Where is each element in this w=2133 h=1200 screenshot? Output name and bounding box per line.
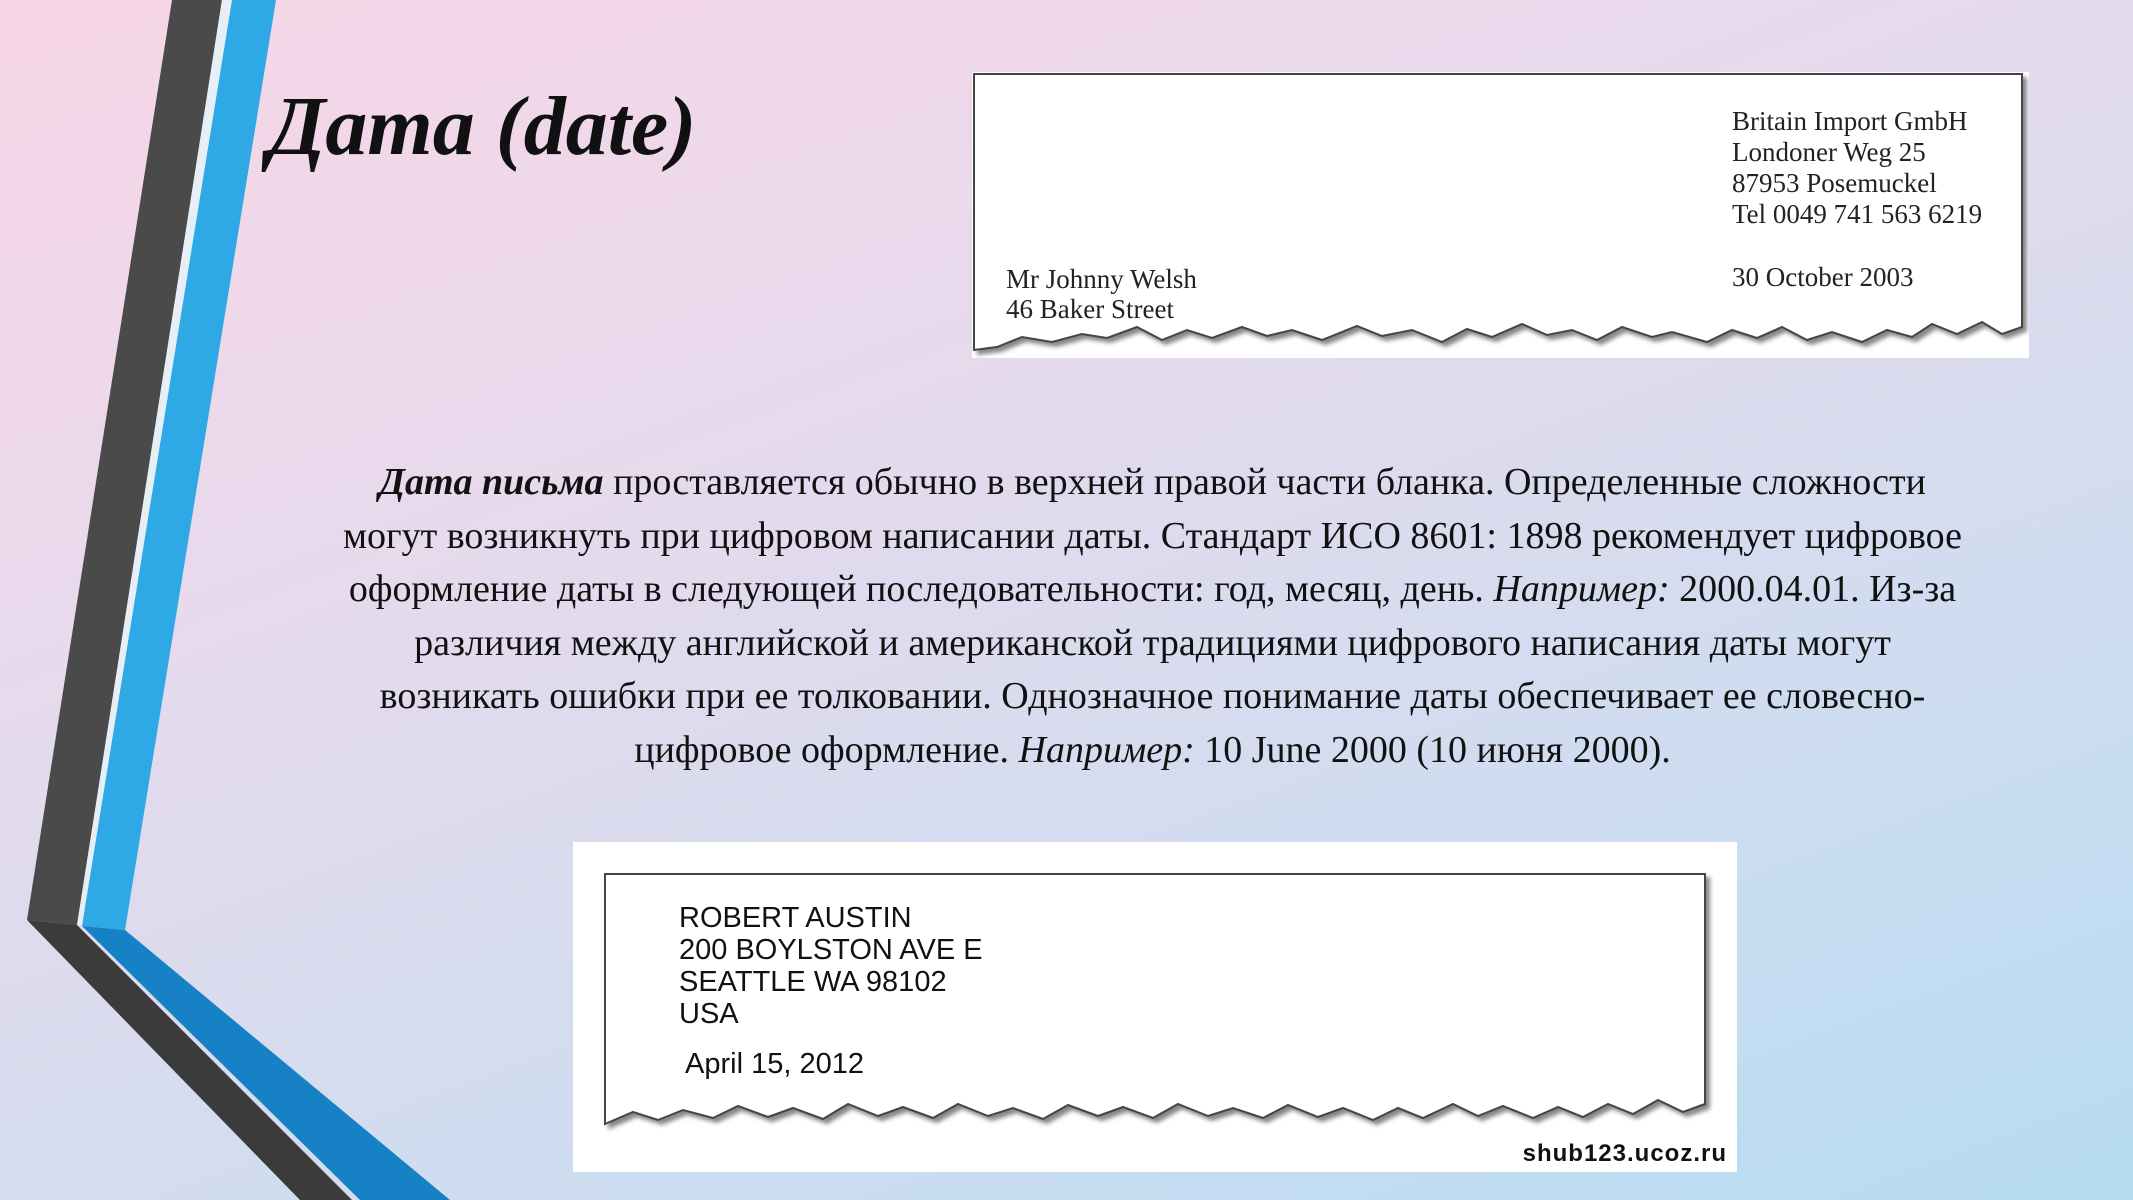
body-text-run: оформление даты в следующей последовательности: год, месяц, день.: [348, 568, 1494, 610]
body-line: [200, 670, 2105, 724]
letter-example-american: [573, 842, 1737, 1172]
letter2-frame: [573, 842, 1737, 1172]
address-line-4: USA: [679, 998, 739, 1030]
body-text-run: Например:: [1493, 568, 1670, 610]
sender-line-1: Britain Import GmbH: [1732, 106, 1968, 136]
body-line: [200, 456, 2105, 510]
body-text-run: 10 June 2000 (10 июня 2000).: [1194, 728, 1671, 771]
slide-title: Дата (date): [268, 80, 697, 173]
body-line: [200, 724, 2105, 778]
recipient-line-2: 46 Baker Street: [1006, 294, 1174, 324]
body-text-run: могут возникнуть при цифровом написании даты. Стандарт ИСО 8601: 1898 рекомендует цифровое: [343, 514, 1962, 557]
address-line-3: SEATTLE WA 98102: [679, 966, 947, 998]
sender-line-2: Londoner Weg 25: [1732, 137, 1926, 167]
watermark: shub123.ucoz.ru: [1522, 1140, 1727, 1167]
sender-line-3: 87953 Posemuckel: [1732, 168, 1937, 198]
address-line-2: 200 BOYLSTON AVE E: [679, 934, 983, 966]
body-line: [200, 617, 2105, 671]
body-paragraph: [200, 456, 2105, 777]
body-text-run: возникать ошибки при ее толковании. Однозначное понимание даты обеспечивает ее словесно-: [379, 675, 1926, 717]
address-line-1: ROBERT AUSTIN: [679, 902, 912, 934]
body-line: [200, 510, 2105, 564]
body-text-run: различия между английской и американской традициями цифрового написания даты могут: [414, 621, 1891, 664]
dark-lower-stripe: [27, 920, 352, 1200]
body-line: [200, 563, 2105, 617]
body-text-run: проставляется обычно в верхней правой части бланка. Определенные сложности: [603, 461, 1926, 503]
body-text-run: 2000.04.01. Из-за: [1669, 568, 1957, 610]
body-text-run: Дата письма: [379, 461, 604, 503]
letter1-date: 30 October 2003: [1732, 262, 1914, 292]
body-text-run: Например:: [1018, 728, 1195, 771]
recipient-line-1: Mr Johnny Welsh: [1006, 264, 1197, 294]
sender-line-4: Tel 0049 741 563 6219: [1732, 199, 1983, 229]
body-text-run: цифровое оформление.: [634, 728, 1019, 771]
letter-example-british: [972, 72, 2029, 358]
letter2-date: April 15, 2012: [685, 1048, 864, 1080]
